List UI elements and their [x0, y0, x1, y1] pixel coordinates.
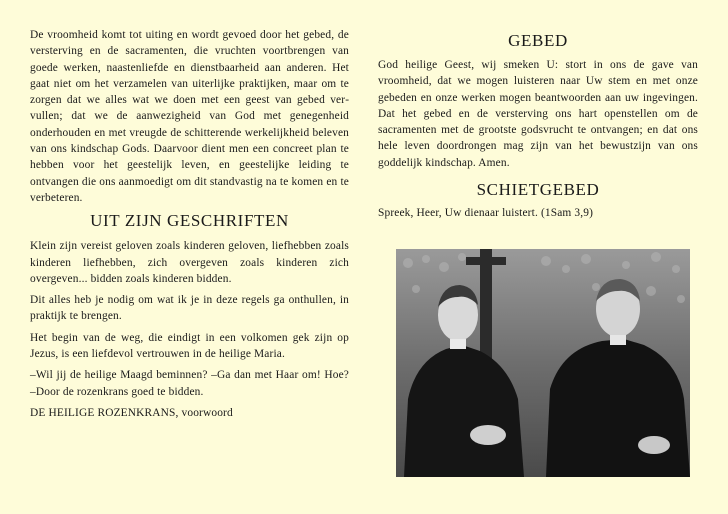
- photo-two-priests: [396, 249, 690, 477]
- quote-paragraph: Dit alles heb je nodig om wat ik je in deze regels ga onthullen, in praktijk te brengen.: [30, 294, 349, 323]
- quote-source: DE HEILIGE ROZENKRANS, voorwoord: [30, 406, 233, 419]
- aspiration-text: Spreek, Heer, Uw dienaar luistert. (1Sam 3,9): [378, 207, 594, 220]
- aspiration-heading: SCHIETGEBED: [476, 180, 600, 200]
- quote-paragraph: Het begin van de weg, die eindigt in een volkomen gek zijn op Jezus, is een liefdevol vertrouwen in de heilige Maria.: [30, 331, 349, 361]
- prayer-heading: GEBED: [508, 31, 568, 50]
- left-column: [30, 0, 349, 421]
- prayer-text: God heilige Geest, wij smeken U: stort in ons de gave van vroomheid, dat we mogen luisteren naar Uw stem en met onze gebeden en onze werken mogen beantwoorden aan uw ingevingen. Dat het gebed en de versterving ons hart openstellen om de sacramenten met de grootste godsvrucht te ontvangen; en dat ons hele leven doordrongen mag zijn van het bewustzijn van ons goddelijk kindschap. Amen.: [378, 59, 698, 169]
- section-heading-writings: UIT ZIJN GESCHRIFTEN: [90, 211, 289, 231]
- right-column: [378, 0, 698, 221]
- quote-paragraph: Klein zijn vereist geloven zoals kinderen geloven, liefhebben zoals kinderen liefhebben, zich overgeven zoals kinderen zich overgeven... bidden zoals kinderen bidden.: [30, 240, 349, 285]
- quote-paragraph: –Wil jij de heilige Maagd beminnen? –Ga dan met Haar om! Hoe? –Door de rozenkrans goed te bidden.: [30, 369, 349, 398]
- intro-paragraph: De vroomheid komt tot uiting en wordt gevoed door het gebed, de versterving en de sacramenten, die vruchten voortbrengen van goede werken, naastenliefde en dienstbaarheid aan anderen. Het gaat niet om het verzamelen van uiterlijke praktijken, maar om te zorgen dat we alles wat we doen met een geest van gebed vervullen; dat we de aanwezigheid van God met genegenheid onderhouden en met vreugde de schitterende werkelijkheid beleven van ons kindschap Gods. Daarvoor dient men een concreet plan te hebben voor het geestelijk leven, en geestelijke leiding te ontvangen die ons aanmoedigt om dit standvastig na te komen en te verbeteren.: [30, 29, 349, 204]
